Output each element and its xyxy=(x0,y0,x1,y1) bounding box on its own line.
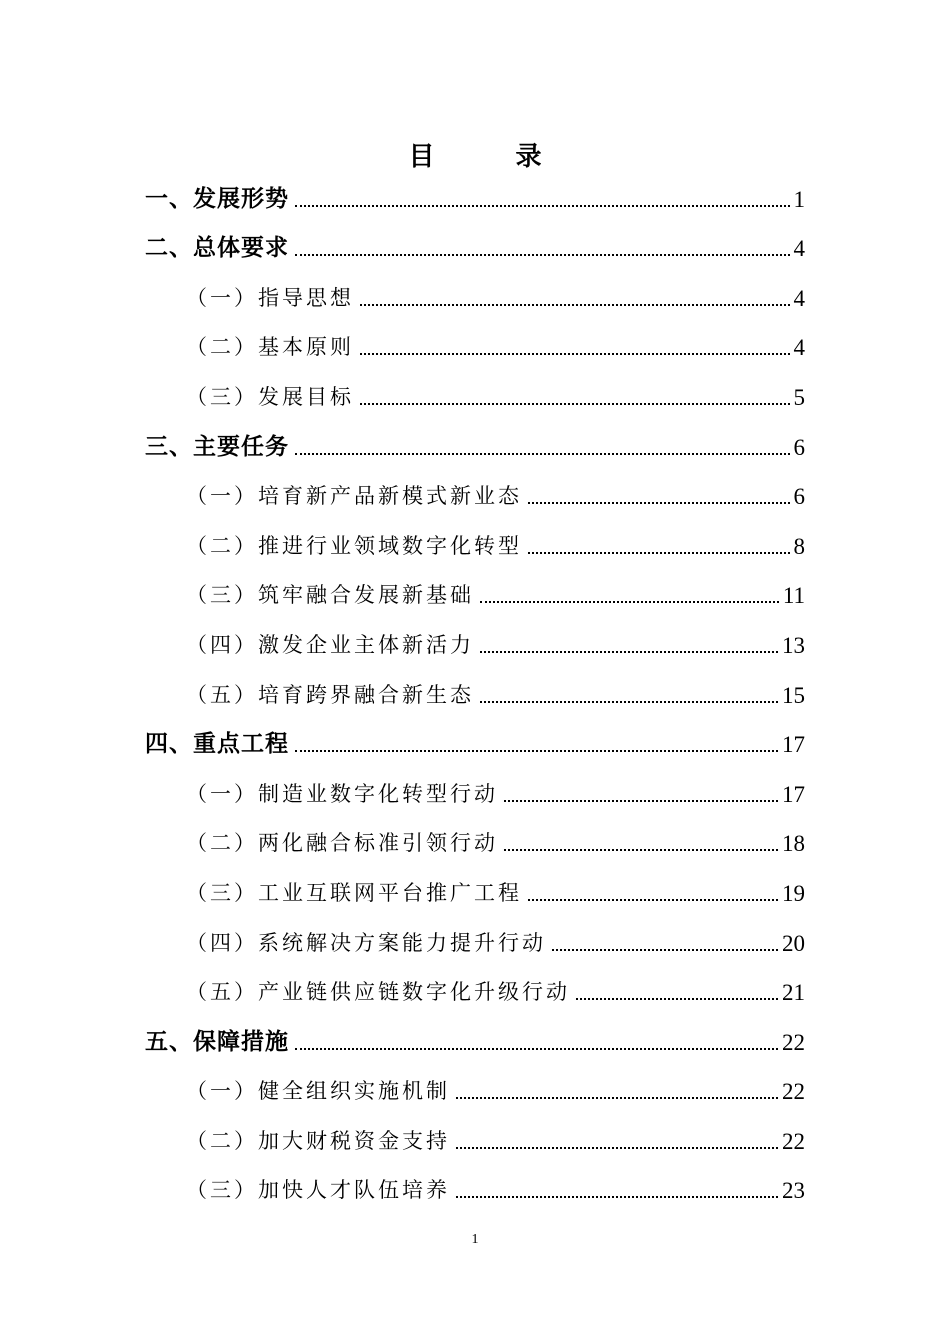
toc-subentry-page: 13 xyxy=(782,632,805,658)
toc-leader-dots xyxy=(295,254,790,256)
toc-leader-dots xyxy=(360,403,790,405)
toc-entry-label: 二、总体要求 xyxy=(145,235,289,262)
toc-leader-dots xyxy=(456,1097,778,1099)
toc-subentry-label: （五）培育跨界融合新生态 xyxy=(186,682,474,707)
toc-subentry-label: （五）产业链供应链数字化升级行动 xyxy=(186,980,570,1005)
toc-subentry-label: （三）发展目标 xyxy=(186,384,354,409)
toc-entry-label: 四、重点工程 xyxy=(145,731,289,758)
toc-leader-dots xyxy=(528,552,790,554)
toc-subentry[interactable] xyxy=(0,316,950,366)
toc-subentry[interactable] xyxy=(0,514,950,564)
toc-subentry-label: （三）加快人才队伍培养 xyxy=(186,1178,450,1203)
toc-subentry[interactable] xyxy=(0,911,950,961)
toc-subentry-label: （三）工业互联网平台推广工程 xyxy=(186,880,522,905)
toc-leader-dots xyxy=(456,1196,778,1198)
toc-subentry[interactable] xyxy=(0,564,950,614)
toc-leader-dots xyxy=(360,304,790,306)
toc-leader-dots xyxy=(504,800,778,802)
toc-subentry-page: 4 xyxy=(793,335,805,361)
toc-subentry[interactable] xyxy=(0,1060,950,1110)
toc-leader-dots xyxy=(528,899,778,901)
toc-leader-dots xyxy=(295,205,790,207)
toc-leader-dots xyxy=(504,849,778,851)
toc-entry-label: 三、主要任务 xyxy=(145,433,289,460)
toc-subentry[interactable] xyxy=(0,365,950,415)
toc-entry[interactable] xyxy=(0,167,950,217)
toc-subentry-label: （二）基本原则 xyxy=(186,335,354,360)
toc-subentry[interactable] xyxy=(0,1109,950,1159)
toc-leader-dots xyxy=(360,353,790,355)
toc-subentry-label: （四）系统解决方案能力提升行动 xyxy=(186,930,546,955)
footer-page-number: 1 xyxy=(471,1232,479,1247)
toc-subentry-page: 20 xyxy=(782,930,805,956)
toc-subentry-label: （二）加大财税资金支持 xyxy=(186,1128,450,1153)
toc-subentry-page: 22 xyxy=(782,1128,805,1154)
toc-subentry[interactable] xyxy=(0,465,950,515)
toc-subentry-label: （三）筑牢融合发展新基础 xyxy=(186,583,474,608)
toc-subentry-page: 11 xyxy=(782,583,805,609)
toc-subentry[interactable] xyxy=(0,1159,950,1209)
toc-subentry[interactable] xyxy=(0,812,950,862)
toc-subentry[interactable] xyxy=(0,266,950,316)
toc-subentry-label: （一）指导思想 xyxy=(186,285,354,310)
page-title: 目 录 xyxy=(408,142,578,173)
toc-leader-dots xyxy=(456,1147,778,1149)
toc-entry-page: 17 xyxy=(782,732,805,758)
toc-subentry-label: （一）制造业数字化转型行动 xyxy=(186,781,498,806)
toc-subentry-page: 23 xyxy=(782,1178,805,1204)
toc-subentry-page: 15 xyxy=(782,682,805,708)
toc-subentry-page: 21 xyxy=(782,980,805,1006)
toc-subentry[interactable] xyxy=(0,613,950,663)
toc-subentry-label: （一）健全组织实施机制 xyxy=(186,1079,450,1104)
toc-leader-dots xyxy=(480,651,778,653)
toc-entry-page: 4 xyxy=(793,236,805,262)
toc-leader-dots xyxy=(480,601,779,603)
toc-subentry-page: 4 xyxy=(793,285,805,311)
toc-leader-dots xyxy=(480,701,778,703)
toc-subentry-page: 19 xyxy=(782,880,805,906)
toc-subentry-page: 8 xyxy=(793,533,805,559)
toc-subentry[interactable] xyxy=(0,861,950,911)
toc-entry-page: 22 xyxy=(782,1029,805,1055)
toc-subentry-page: 22 xyxy=(782,1079,805,1105)
toc-entry-page: 6 xyxy=(793,434,805,460)
toc-leader-dots xyxy=(552,949,778,951)
toc-subentry-page: 5 xyxy=(793,384,805,410)
toc-entry-label: 一、发展形势 xyxy=(145,185,289,212)
toc-subentry[interactable] xyxy=(0,762,950,812)
toc-entry-page: 1 xyxy=(793,186,805,212)
toc-entry[interactable] xyxy=(0,713,950,763)
toc-subentry[interactable] xyxy=(0,663,950,713)
toc-leader-dots xyxy=(528,502,790,504)
toc-subentry-label: （四）激发企业主体新活力 xyxy=(186,632,474,657)
toc-subentry-label: （二）推进行业领域数字化转型 xyxy=(186,533,522,558)
toc-subentry-label: （二）两化融合标准引领行动 xyxy=(186,831,498,856)
toc-subentry-page: 17 xyxy=(782,781,805,807)
toc-entry-label: 五、保障措施 xyxy=(145,1028,289,1055)
toc-leader-dots xyxy=(295,750,778,752)
toc-entry[interactable] xyxy=(0,1010,950,1060)
toc-leader-dots xyxy=(295,453,790,455)
toc-subentry-page: 18 xyxy=(782,831,805,857)
table-of-contents xyxy=(0,167,950,1208)
toc-subentry-page: 6 xyxy=(793,484,805,510)
toc-leader-dots xyxy=(295,1048,778,1050)
toc-entry[interactable] xyxy=(0,217,950,267)
toc-subentry-label: （一）培育新产品新模式新业态 xyxy=(186,484,522,509)
toc-leader-dots xyxy=(576,998,778,1000)
toc-entry[interactable] xyxy=(0,415,950,465)
toc-subentry[interactable] xyxy=(0,961,950,1011)
